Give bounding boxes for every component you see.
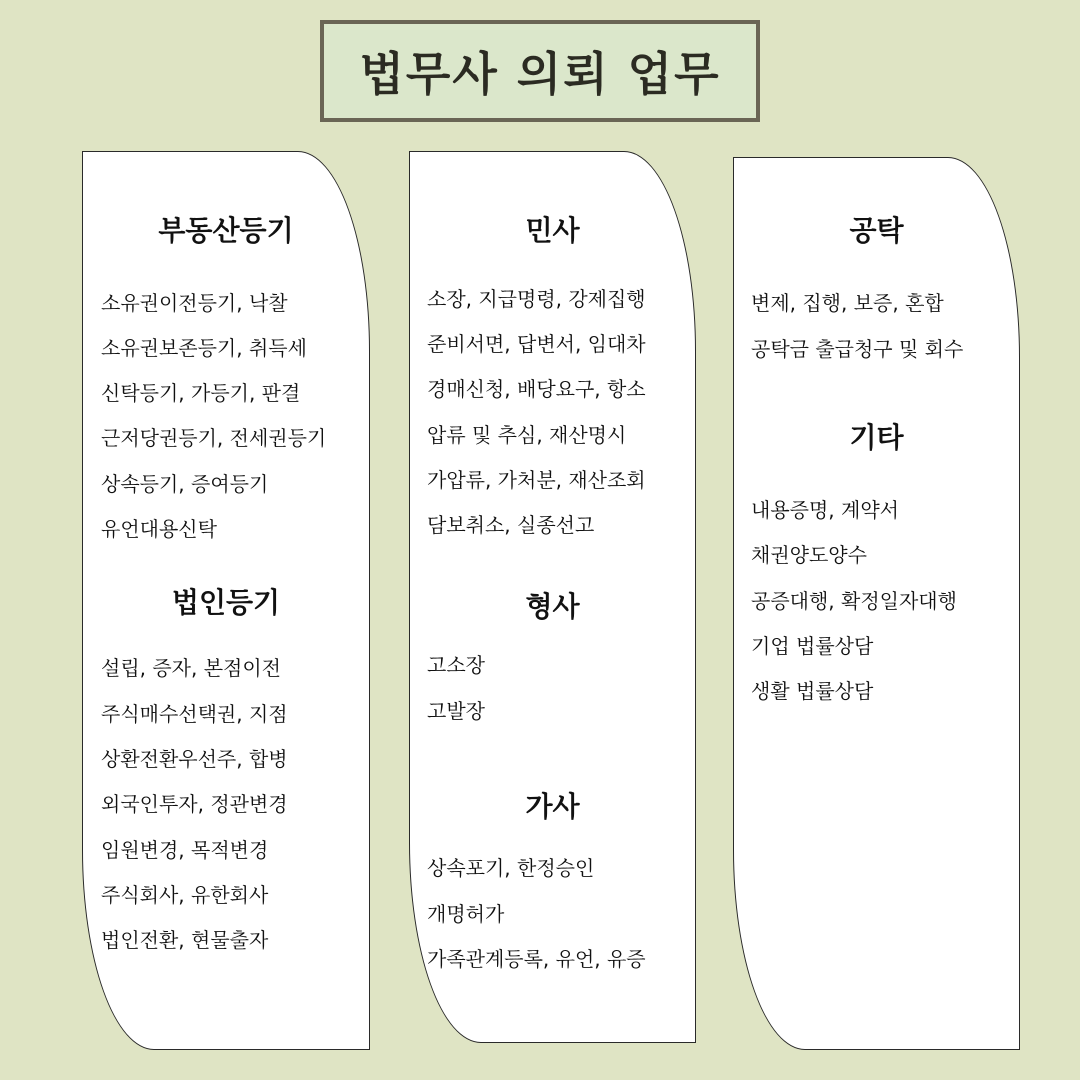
list-item: 주식매수선택권, 지점 [101,702,288,726]
list-item: 내용증명, 계약서 [751,498,899,522]
list-item: 소유권보존등기, 취득세 [101,336,307,360]
list-item: 기업 법률상담 [751,634,874,658]
section-heading-corporate: 법인등기 [171,586,281,619]
section-heading-family: 가사 [525,790,580,823]
list-item: 담보취소, 실종선고 [427,513,595,537]
list-item: 근저당권등기, 전세권등기 [101,426,327,450]
list-item: 가압류, 가처분, 재산조회 [427,468,646,492]
list-item: 주식회사, 유한회사 [101,883,269,907]
list-item: 설립, 증자, 본점이전 [101,656,281,680]
list-item: 준비서면, 답변서, 임대차 [427,332,646,356]
section-heading-other: 기타 [849,421,904,454]
list-item: 변제, 집행, 보증, 혼합 [751,291,944,315]
list-item: 고소장 [427,653,485,677]
page-title: 법무사 의뢰 업무 [359,47,721,101]
card-real-estate-corporate [82,151,370,1050]
list-item: 고발장 [427,699,485,723]
list-item: 가족관계등록, 유언, 유증 [427,947,646,971]
list-item: 외국인투자, 정관변경 [101,792,288,816]
list-item: 법인전환, 현물출자 [101,928,269,952]
list-item: 압류 및 추심, 재산명시 [427,423,627,447]
list-item: 임원변경, 목적변경 [101,838,269,862]
section-heading-real-estate: 부동산등기 [158,214,294,247]
list-item: 상환전환우선주, 합병 [101,747,288,771]
section-heading-civil: 민사 [525,214,580,247]
list-item: 소유권이전등기, 낙찰 [101,291,288,315]
section-heading-criminal: 형사 [525,590,580,623]
title-box [320,20,760,122]
list-item: 개명허가 [427,902,505,926]
list-item: 채권양도양수 [751,543,867,567]
list-item: 공탁금 출급청구 및 회수 [751,337,964,361]
card-deposit-other [733,157,1020,1050]
list-item: 상속포기, 한정승인 [427,856,595,880]
list-item: 유언대용신탁 [101,517,217,541]
card-civil-criminal-family [409,151,696,1043]
section-heading-deposit: 공탁 [849,214,904,247]
list-item: 소장, 지급명령, 강제집행 [427,287,646,311]
list-item: 신탁등기, 가등기, 판결 [101,381,301,405]
list-item: 상속등기, 증여등기 [101,472,269,496]
list-item: 생활 법률상담 [751,679,874,703]
list-item: 공증대행, 확정일자대행 [751,589,957,613]
list-item: 경매신청, 배당요구, 항소 [427,377,646,401]
